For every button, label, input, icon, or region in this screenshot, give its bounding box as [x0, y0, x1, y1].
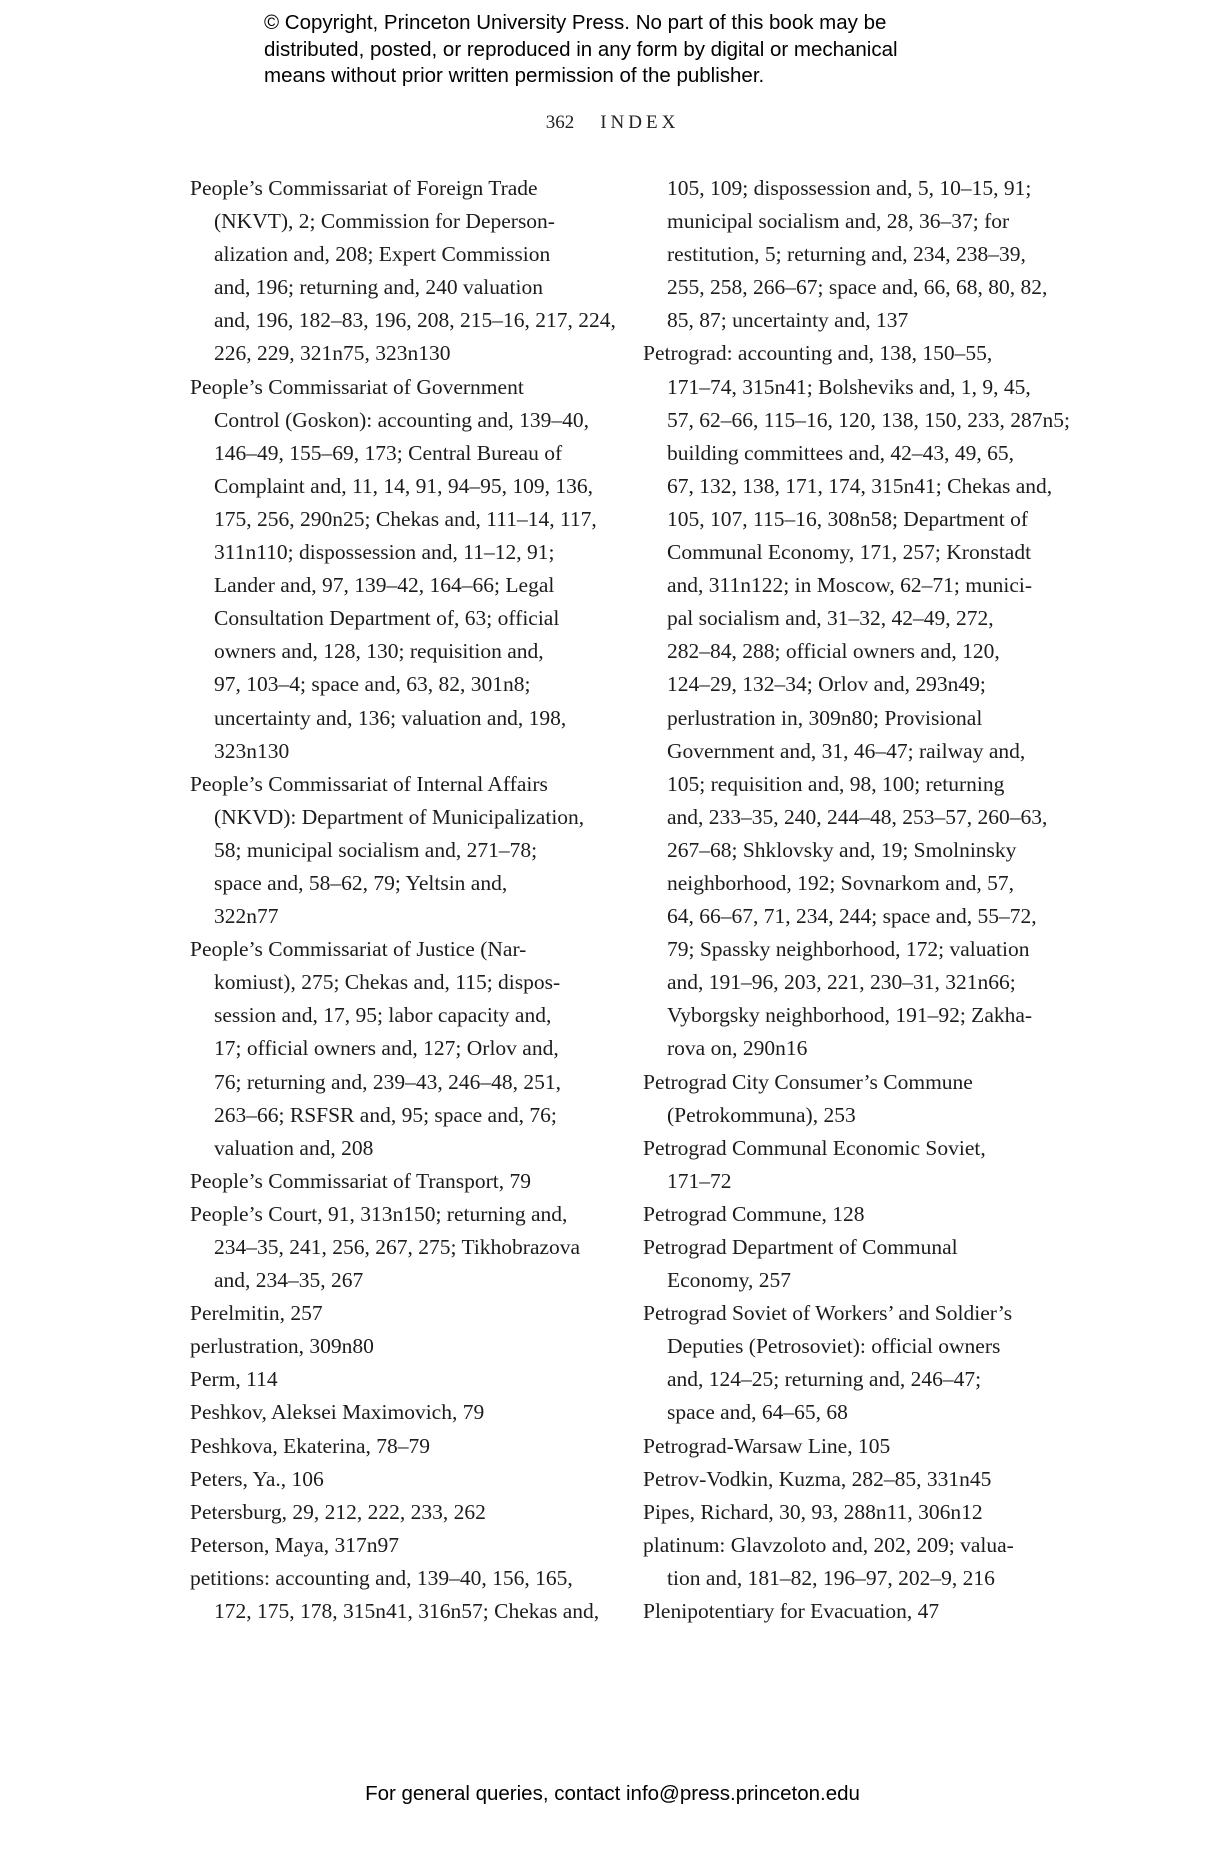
index-entry-line: 175, 256, 290n25; Chekas and, 111–14, 117, — [214, 506, 597, 531]
index-entry — [190, 1330, 610, 1363]
index-entry-line: Pipes, Richard, 30, 93, 288n11, 306n12 — [643, 1499, 983, 1524]
index-entry-line: 171–74, 315n41; Bolsheviks and, 1, 9, 45, — [667, 374, 1031, 399]
index-entry-line: (Petrokommuna), 253 — [667, 1102, 856, 1127]
index-entry-line: Peshkov, Aleksei Maximovich, 79 — [190, 1400, 485, 1425]
index-entry — [190, 172, 616, 371]
index-entry-line: 64, 66–67, 71, 234, 244; space and, 55–72, — [667, 904, 1037, 929]
index-entry — [643, 1198, 1063, 1231]
index-entry-line: Petrograd Communal Economic Soviet, — [643, 1135, 986, 1160]
index-entry — [190, 768, 610, 933]
index-entry-line: 171–72 — [667, 1168, 732, 1193]
index-entry — [190, 1496, 610, 1529]
index-entry-line: Communal Economy, 171, 257; Kronstadt — [667, 540, 1032, 565]
index-entry-line: and, 311n122; in Moscow, 62–71; munici- — [667, 573, 1033, 598]
index-entry-line: Petrograd: accounting and, 138, 150–55, — [643, 341, 993, 366]
index-entry-line: building committees and, 42–43, 49, 65, — [667, 440, 1014, 465]
index-entry-line: valuation and, 208 — [214, 1135, 374, 1160]
index-entry-line: 76; returning and, 239–43, 246–48, 251, — [214, 1069, 561, 1094]
index-entry-line: pal socialism and, 31–32, 42–49, 272, — [667, 606, 994, 631]
index-entry-line: alization and, 208; Expert Commission — [214, 242, 551, 267]
index-entry — [190, 1396, 610, 1429]
index-entry — [190, 1463, 610, 1496]
index-entry-line: Peters, Ya., 106 — [190, 1466, 324, 1491]
running-head — [0, 112, 1225, 134]
index-entry — [643, 1529, 1063, 1595]
index-entry-line: Petrograd-Warsaw Line, 105 — [643, 1433, 891, 1458]
index-entry-line: 79; Spassky neighborhood, 172; valuation — [667, 937, 1030, 962]
index-entry-line: Vyborgsky neighborhood, 191–92; Zakha- — [667, 1003, 1033, 1028]
index-entry-line: municipal socialism and, 28, 36–37; for — [667, 209, 1010, 234]
index-entry-line: Peshkova, Ekaterina, 78–79 — [190, 1433, 431, 1458]
index-entry-line: 17; official owners and, 127; Orlov and, — [214, 1036, 559, 1061]
index-entry-line: People’s Court, 91, 313n150; returning and, — [190, 1201, 568, 1226]
footer-contact: For general queries, contact info@press.princeton.edu — [365, 1782, 860, 1805]
index-entry-line: Petrov-Vodkin, Kuzma, 282–85, 331n45 — [643, 1466, 992, 1491]
index-entry-line: Petrograd City Consumer’s Commune — [643, 1069, 973, 1094]
index-entry-line: 105, 107, 115–16, 308n58; Department of — [667, 506, 1029, 531]
copyright-line: © Copyright, Princeton University Press. No part of this book may be — [264, 11, 887, 34]
index-entry-line: Perm, 114 — [190, 1367, 278, 1392]
index-entry-line: 85, 87; uncertainty and, 137 — [667, 308, 909, 333]
index-entry — [643, 1595, 1063, 1628]
index-entry-line: 322n77 — [214, 904, 279, 929]
index-entry — [190, 1198, 610, 1297]
index-entry-line: People’s Commissariat of Government — [190, 374, 524, 399]
index-entry — [643, 172, 1063, 337]
index-entry — [190, 1529, 610, 1562]
index-entry — [643, 1496, 1063, 1529]
index-entry-line: Peterson, Maya, 317n97 — [190, 1532, 399, 1557]
index-entry-line: 105; requisition and, 98, 100; returning — [667, 771, 1005, 796]
index-entry-line: Petrograd Department of Communal — [643, 1235, 958, 1259]
index-entry-line: perlustration, 309n80 — [190, 1334, 374, 1359]
copyright-line: means without prior written permission of the publisher. — [264, 64, 765, 87]
index-entry — [190, 1165, 610, 1198]
index-entry-line: Petersburg, 29, 212, 222, 233, 262 — [190, 1499, 486, 1524]
index-entry-line: platinum: Glavzoloto and, 202, 209; valua- — [643, 1532, 1014, 1557]
index-entry-line: People’s Commissariat of Internal Affairs — [190, 771, 548, 796]
index-entry — [190, 1363, 610, 1396]
index-entry-line: rova on, 290n16 — [667, 1036, 808, 1061]
index-entry-line: session and, 17, 95; labor capacity and, — [214, 1003, 552, 1028]
index-entry-line: 255, 258, 266–67; space and, 66, 68, 80, 82, — [667, 275, 1048, 300]
index-entry-line: uncertainty and, 136; valuation and, 198, — [214, 705, 567, 730]
index-entry-line: 323n130 — [214, 738, 290, 763]
index-entry-line: 282–84, 288; official owners and, 120, — [667, 639, 1000, 664]
index-entry-line: People’s Commissariat of Foreign Trade — [190, 176, 538, 200]
section-title: INDEX — [600, 112, 680, 133]
index-entry-line: and, 234–35, 267 — [214, 1268, 364, 1293]
index-entry-line: Consultation Department of, 63; official — [214, 606, 560, 631]
copyright-notice — [264, 10, 898, 90]
index-entry — [643, 1132, 1063, 1198]
index-entry-line: perlustration in, 309n80; Provisional — [667, 705, 983, 730]
index-entry-line: and, 196; returning and, 240 valuation — [214, 275, 543, 300]
index-entry-line: and, 124–25; returning and, 246–47; — [667, 1367, 982, 1392]
index-entry-line: restitution, 5; returning and, 234, 238–39, — [667, 242, 1026, 267]
index-entry — [190, 371, 610, 768]
index-column-left — [190, 172, 616, 1628]
index-entry-line: Complaint and, 11, 14, 91, 94–95, 109, 136, — [214, 473, 594, 498]
index-entry — [190, 1562, 610, 1628]
index-entry-line: 146–49, 155–69, 173; Central Bureau of — [214, 440, 563, 465]
index-entry-line: 172, 175, 178, 315n41, 316n57; Chekas and, — [214, 1599, 600, 1624]
index-entry-line: 226, 229, 321n75, 323n130 — [214, 341, 451, 366]
index-entry-line: Government and, 31, 46–47; railway and, — [667, 738, 1026, 763]
index-entry-line: Perelmitin, 257 — [190, 1301, 323, 1326]
index-entry-line: Economy, 257 — [667, 1268, 792, 1293]
index-entry-line: 234–35, 241, 256, 267, 275; Tikhobrazova — [214, 1235, 581, 1259]
copyright-line: distributed, posted, or reproduced in any form by digital or mechanical — [264, 37, 898, 61]
index-entry-line: and, 233–35, 240, 244–48, 253–57, 260–63, — [667, 804, 1048, 829]
index-entry-line: Deputies (Petrosoviet): official owners — [667, 1334, 1001, 1359]
index-entry-line: Plenipotentiary for Evacuation, 47 — [643, 1599, 940, 1624]
index-entry — [190, 933, 610, 1165]
index-entry-line: 97, 103–4; space and, 63, 82, 301n8; — [214, 672, 531, 697]
index-entry-line: komiust), 275; Chekas and, 115; dispos- — [214, 970, 561, 995]
index-entry — [643, 337, 1070, 1065]
index-entry-line: (NKVD): Department of Municipalization, — [214, 804, 585, 829]
index-entry-line: and, 196, 182–83, 196, 208, 215–16, 217, 224, — [214, 308, 616, 333]
index-entry-line: Lander and, 97, 139–42, 164–66; Legal — [214, 573, 555, 598]
page-number: 362 — [545, 112, 575, 133]
index-entry-line: and, 191–96, 203, 221, 230–31, 321n66; — [667, 970, 1016, 995]
index-entry-line: Control (Goskon): accounting and, 139–40, — [214, 407, 590, 432]
index-entry-line: People’s Commissariat of Justice (Nar- — [190, 937, 527, 962]
index-entry — [643, 1297, 1063, 1429]
index-entry-line: 105, 109; dispossession and, 5, 10–15, 91; — [667, 176, 1032, 200]
index-entry-line: 267–68; Shklovsky and, 19; Smolninsky — [667, 837, 1017, 862]
index-entry — [190, 1297, 610, 1330]
index-entry-line: neighborhood, 192; Sovnarkom and, 57, — [667, 870, 1014, 895]
index-entry — [643, 1430, 1063, 1463]
index-entry-line: 58; municipal socialism and, 271–78; — [214, 837, 538, 862]
index-entry-line: tion and, 181–82, 196–97, 202–9, 216 — [667, 1565, 995, 1590]
index-entry — [643, 1463, 1063, 1496]
index-entry-line: Petrograd Soviet of Workers’ and Soldier’s — [643, 1301, 1013, 1326]
index-entry-line: petitions: accounting and, 139–40, 156, 165, — [190, 1565, 573, 1590]
index-entry-line: Petrograd Commune, 128 — [643, 1201, 865, 1226]
index-entry-line: 67, 132, 138, 171, 174, 315n41; Chekas and, — [667, 473, 1053, 498]
index-entry — [643, 1066, 1063, 1132]
index-entry-line: owners and, 128, 130; requisition and, — [214, 639, 544, 664]
index-entry-line: 263–66; RSFSR and, 95; space and, 76; — [214, 1102, 557, 1127]
index-entry-line: space and, 64–65, 68 — [667, 1400, 848, 1425]
index-entry-line: (NKVT), 2; Commission for Deperson- — [214, 209, 555, 234]
index-entry-line: 124–29, 132–34; Orlov and, 293n49; — [667, 672, 986, 697]
index-entry-line: People’s Commissariat of Transport, 79 — [190, 1168, 532, 1193]
index-entry-line: 311n110; dispossession and, 11–12, 91; — [214, 540, 555, 565]
index-entry — [643, 1231, 1063, 1297]
index-entry-line: space and, 58–62, 79; Yeltsin and, — [214, 870, 508, 895]
index-entry-line: 57, 62–66, 115–16, 120, 138, 150, 233, 287n5; — [667, 407, 1070, 432]
index-column-right — [643, 172, 1070, 1628]
index-entry — [190, 1430, 610, 1463]
